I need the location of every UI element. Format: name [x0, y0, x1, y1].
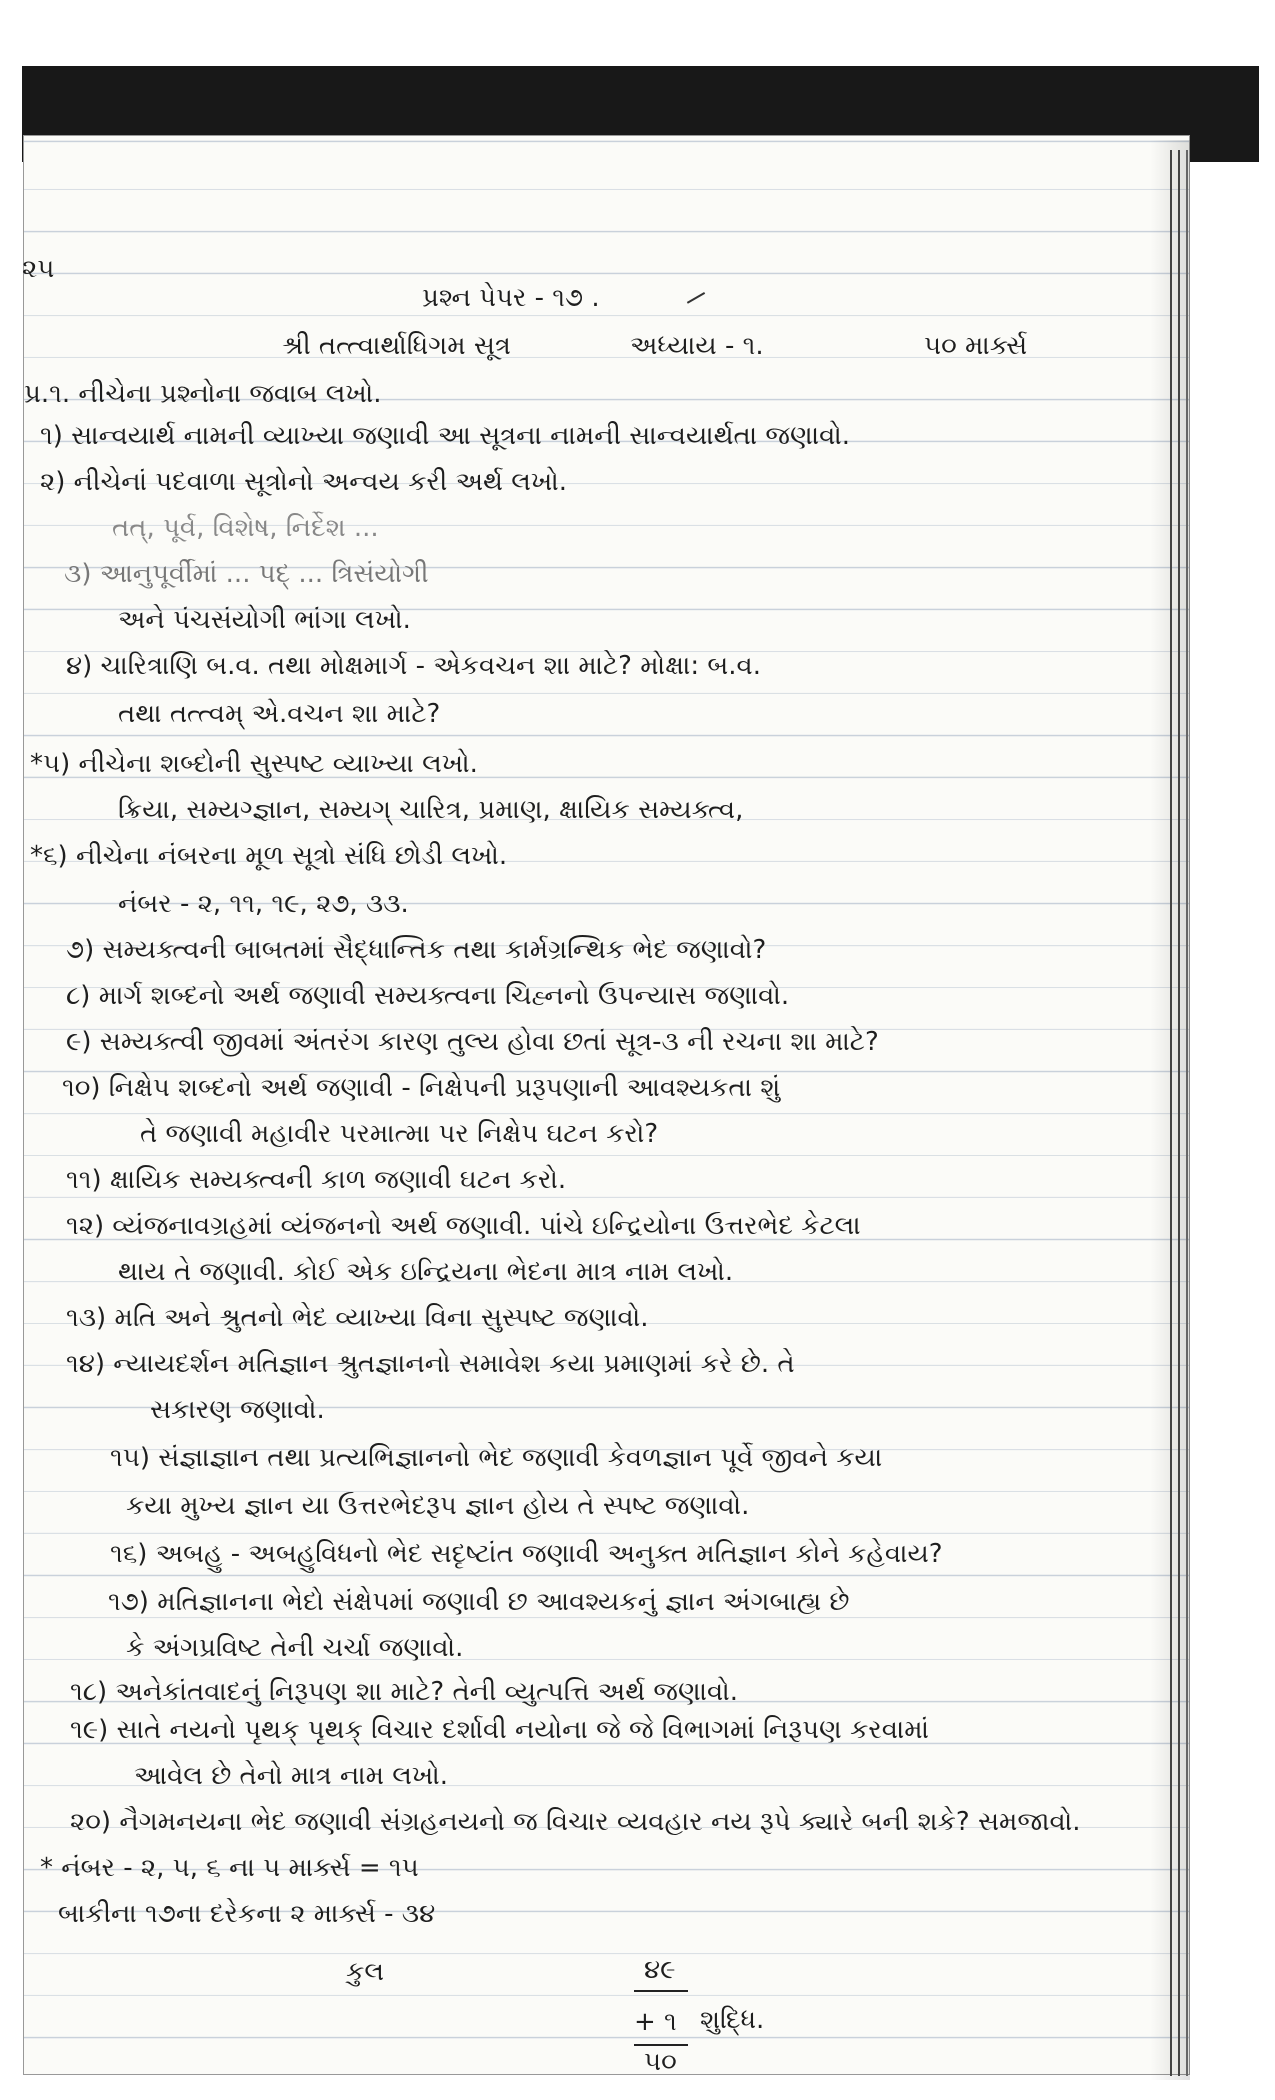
marks-summary-line: * નંબર - ૨, ૫, ૬ ના ૫ માર્ક્સ = ૧૫ [40, 1853, 419, 1883]
question-line: ૧૧) ક્ષાયિક સમ્યક્ત્વની કાળ જણાવી ઘટન કરો. [66, 1165, 567, 1195]
total-rule [634, 1990, 688, 1992]
question-line: ક્રિયા, સમ્યગ્જ્ઞાન, સમ્યગ્ ચારિત્ર, પ્રમાણ, ક્ષાયિક સમ્યક્ત્વ, [118, 795, 744, 825]
question-line: ૪) ચારિત્રાણિ બ.વ. તથા મોક્ષમાર્ગ - એકવચન શા માટે? મોક્ષા: બ.વ. [66, 651, 761, 681]
question-line: કે અંગપ્રવિષ્ટ તેની ચર્ચા જણાવો. [126, 1633, 464, 1663]
margin-page-number: ૨૫ [22, 254, 55, 284]
page-edge-line [1178, 150, 1180, 2076]
grand-total: ૫૦ [644, 2047, 677, 2077]
marks-summary-line: બાકીના ૧૭ના દરેકના ૨ માર્ક્સ - ૩૪ [58, 1899, 436, 1929]
question-line: અને પંચસંયોગી ભાંગા લખો. [118, 605, 411, 635]
question-line: કયા મુખ્ય જ્ઞાન યા ઉત્તરભેદરૂપ જ્ઞાન હોય તે સ્પષ્ટ જણાવો. [126, 1491, 750, 1521]
total-label: કુલ [346, 1957, 385, 1987]
question-line: ૧૮) અનેકાંતવાદનું નિરૂપણ શા માટે? તેની વ્યુત્પત્તિ અર્થ જણાવો. [70, 1677, 739, 1707]
question-line: ૧૭) મતિજ્ઞાનના ભેદો સંક્ષેપમાં જણાવી છ આવશ્યકનું જ્ઞાન અંગબાહ્ય છે [108, 1587, 850, 1617]
question-line: ૨૦) નૈગમનયના ભેદ જણાવી સંગ્રહનયનો જ વિચાર વ્યવહાર નય રૂપે ક્યારે બની શકે? સમજાવો. [70, 1807, 1081, 1837]
question-line: થાય તે જણાવી. કોઈ એક ઇન્દ્રિયના ભેદના માત્ર નામ લખો. [118, 1257, 734, 1287]
question-line: *૫) નીચેના શબ્દોની સુસ્પષ્ટ વ્યાખ્યા લખો. [30, 749, 478, 779]
total-suffix: શુદ્ધિ. [700, 2005, 765, 2035]
question-line: સકારણ જણાવો. [150, 1395, 325, 1425]
marks-label: ૫૦ માર્ક્સ [924, 331, 1028, 361]
question-line: ૯) સમ્યક્ત્વી જીવમાં અંતરંગ કારણ તુલ્ય હોવા છતાં સૂત્ર-૩ ની રચના શા માટે? [66, 1027, 879, 1057]
question-line: ૧૫) સંજ્ઞાજ્ઞાન તથા પ્રત્યભિજ્ઞાનનો ભેદ જણાવી કેવળજ્ઞાન પૂર્વે જીવને કયા [110, 1443, 883, 1473]
paper-title: પ્રશ્ન પેપર - ૧૭ . [422, 283, 600, 313]
subject-title: શ્રી તત્ત્વાર્થાધિગમ સૂત્ર [282, 331, 511, 361]
question-line: તે જણાવી મહાવીર પરમાત્મા પર નિક્ષેપ ઘટન કરો? [140, 1119, 659, 1149]
page-edge-line [1170, 150, 1172, 2076]
question-line: તથા તત્ત્વમ્ એ.વચન શા માટે? [118, 699, 441, 729]
question-line: ૧૦) નિક્ષેપ શબ્દનો અર્થ જણાવી - નિક્ષેપની પ્રરૂપણાની આવશ્યકતા શું [62, 1073, 781, 1103]
question-line: ૧૯) સાતે નયનો પૃથક્ પૃથક્ વિચાર દર્શાવી નયોના જે જે વિભાગમાં નિરૂપણ કરવામાં [70, 1715, 930, 1745]
total-plus: + ૧ [634, 2007, 677, 2037]
total-sum: ૪૯ [644, 1955, 676, 1985]
question-line: ૧૪) ન્યાયદર્શન મતિજ્ઞાન શ્રુતજ્ઞાનનો સમાવેશ કયા પ્રમાણમાં કરે છે. તે [66, 1349, 795, 1379]
question-line: ૧) સાન્વયાર્થ નામની વ્યાખ્યા જણાવી આ સૂત્રના નામની સાન્વયાર્થતા જણાવો. [40, 421, 851, 451]
question-line: તત્, પૂર્વ, વિશેષ, નિર્દેશ ... [112, 513, 379, 543]
instruction-line: પ્ર.૧. નીચેના પ્રશ્નોના જવાબ લખો. [24, 379, 382, 409]
question-line: નંબર - ૨, ૧૧, ૧૯, ૨૭, ૩૩. [118, 889, 409, 919]
question-line: ૭) સમ્યક્ત્વની બાબતમાં સૈદ્ધાન્તિક તથા કાર્મગ્રન્થિક ભેદ જણાવો? [66, 935, 767, 965]
question-line: આવેલ છે તેનો માત્ર નામ લખો. [134, 1761, 449, 1791]
question-line: ૧૨) વ્યંજનાવગ્રહમાં વ્યંજનનો અર્થ જણાવી. પાંચે ઇન્દ્રિયોના ઉત્તરભેદ કેટલા [66, 1211, 861, 1241]
page-edge-line [1186, 150, 1188, 2076]
question-line: ૮) માર્ગ શબ્દનો અર્થ જણાવી સમ્યક્ત્વના ચિહ્નનો ઉપન્યાસ જણાવો. [66, 981, 790, 1011]
question-line: ૧૩) મતિ અને શ્રુતનો ભેદ વ્યાખ્યા વિના સુસ્પષ્ટ જણાવો. [66, 1303, 649, 1333]
chapter-label: અધ્યાય - ૧. [630, 331, 764, 361]
question-line: *૬) નીચેના નંબરના મૂળ સૂત્રો સંધિ છોડી લખો. [30, 841, 508, 871]
question-line: ૧૬) અબહુ - અબહુવિધનો ભેદ સદૃષ્ટાંત જણાવી અનુક્ત મતિજ્ઞાન કોને કહેવાય? [110, 1539, 943, 1569]
question-line: ૨) નીચેનાં પદવાળા સૂત્રોનો અન્વય કરી અર્થ લખો. [40, 467, 567, 497]
question-line: ૩) આનુપૂર્વીમાં ... પદ્ ... ત્રિસંયોગી [64, 559, 429, 589]
